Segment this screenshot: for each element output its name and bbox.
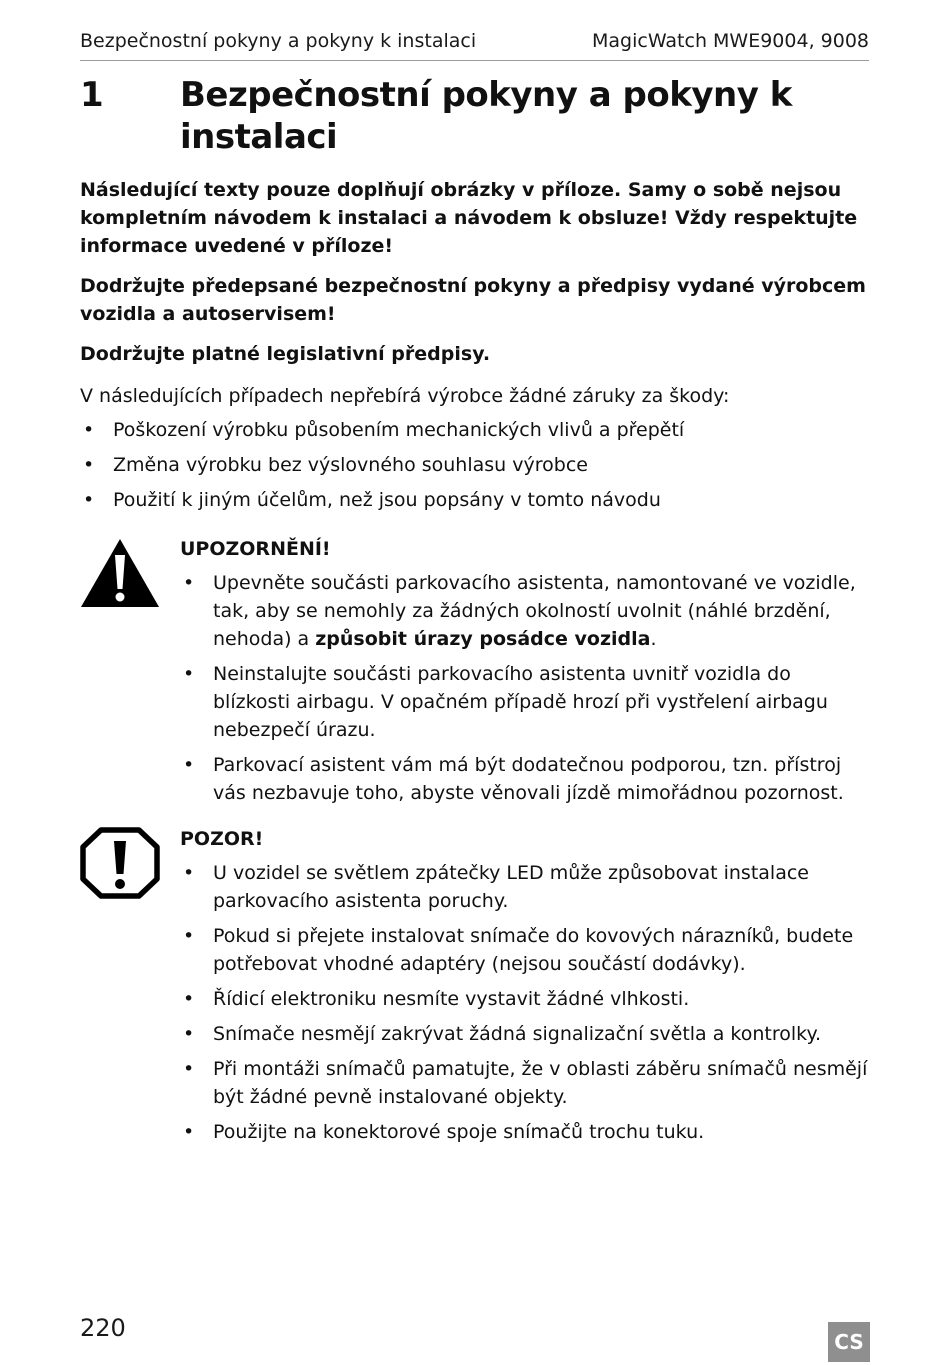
caution-octagon-icon bbox=[80, 827, 160, 899]
bullet: • bbox=[83, 419, 95, 441]
caution-title: POZOR! bbox=[180, 828, 264, 850]
list-item bbox=[80, 416, 869, 444]
bullet: • bbox=[183, 663, 195, 685]
list-item-text: Použijte na konektorové spoje snímačů trochu tuku. bbox=[213, 1121, 705, 1143]
bullet: • bbox=[183, 988, 195, 1010]
list-item-text: Změna výrobku bez výslovného souhlasu výrobce bbox=[113, 454, 588, 476]
bullet: • bbox=[183, 754, 195, 776]
list-item-text-end: . bbox=[650, 628, 657, 650]
header-product-name: MagicWatch MWE9004, 9008 bbox=[592, 30, 869, 52]
list-item-text: Řídicí elektroniku nesmíte vystavit žádné vlhkosti. bbox=[213, 988, 690, 1010]
list-item-text: Neinstalujte součásti parkovacího asistenta uvnitř vozidla do blízkosti airbagu. V opačném případě hrozí při vystřelení airbagu nebezpečí úrazu. bbox=[213, 663, 828, 741]
language-badge: CS bbox=[828, 1322, 870, 1362]
warning-list bbox=[180, 569, 869, 807]
bullet: • bbox=[183, 1058, 195, 1080]
list-item-text: Parkovací asistent vám má být dodatečnou podporou, tzn. přístroj vás nezbavuje toho, abyste věnovali jízdě mimořádnou pozornost. bbox=[213, 754, 844, 804]
page-number: 220 bbox=[80, 1314, 126, 1342]
list-item bbox=[80, 451, 869, 479]
list-item-text: Upevněte součásti parkovacího asistenta, namontované ve vozidle, tak, aby se nemohly za žádných okolností uvolnit (náhlé brzdění, nehoda) a bbox=[213, 572, 856, 650]
warning-title: UPOZORNĚNÍ! bbox=[180, 538, 331, 560]
list-item-text: U vozidel se světlem zpátečky LED může způsobovat instalace parkovacího asistenta poruchy. bbox=[213, 862, 809, 912]
bullet: • bbox=[83, 454, 95, 476]
bullet: • bbox=[183, 925, 195, 947]
list-item-text: Snímače nesmějí zakrývat žádná signalizační světla a kontrolky. bbox=[213, 1023, 822, 1045]
safety-regulations-note: Dodržujte předepsané bezpečnostní pokyny a předpisy vydané výrobcem vozidla a autoservisem! bbox=[80, 275, 866, 325]
chapter-title: Bezpečnostní pokyny a pokyny k instalaci bbox=[180, 75, 792, 157]
list-item bbox=[180, 1118, 869, 1146]
warning-block bbox=[80, 535, 869, 807]
list-item bbox=[180, 859, 869, 915]
bullet: • bbox=[183, 572, 195, 594]
header-section-title: Bezpečnostní pokyny a pokyny k instalaci bbox=[80, 30, 477, 52]
list-item bbox=[180, 1020, 869, 1048]
list-item-text: Poškození výrobku působením mechanických vlivů a přepětí bbox=[113, 419, 685, 441]
chapter-number: 1 bbox=[80, 75, 104, 115]
list-item-text: Pokud si přejete instalovat snímače do kovových nárazníků, budete potřebovat vhodné adaptéry (nejsou součástí dodávky). bbox=[213, 925, 854, 975]
running-header bbox=[80, 30, 869, 61]
main-content bbox=[80, 176, 869, 1153]
list-item bbox=[180, 1055, 869, 1111]
list-item bbox=[180, 660, 869, 744]
emphasis-text: způsobit úrazy posádce vozidla bbox=[315, 628, 651, 650]
legislation-note: Dodržujte platné legislativní předpisy. bbox=[80, 343, 491, 365]
list-item-text: Použití k jiným účelům, než jsou popsány v tomto návodu bbox=[113, 489, 661, 511]
list-item bbox=[180, 922, 869, 978]
list-item bbox=[180, 985, 869, 1013]
list-item-text: Při montáži snímačů pamatujte, že v oblasti záběru snímačů nesmějí být žádné pevně instalované objekty. bbox=[213, 1058, 868, 1108]
list-item bbox=[180, 751, 869, 807]
warning-triangle-icon bbox=[80, 537, 160, 609]
bullet: • bbox=[183, 862, 195, 884]
warranty-intro: V následujících případech nepřebírá výrobce žádné záruky za škody: bbox=[80, 385, 730, 407]
list-item bbox=[180, 569, 869, 653]
list-item bbox=[80, 486, 869, 514]
bullet: • bbox=[83, 489, 95, 511]
caution-block bbox=[80, 825, 869, 1146]
intro-note: Následující texty pouze doplňují obrázky v příloze. Samy o sobě nejsou kompletním návodem k instalaci a návodem k obsluze! Vždy respektujte informace uvedené v příloze! bbox=[80, 179, 858, 257]
bullet: • bbox=[183, 1121, 195, 1143]
caution-list bbox=[180, 859, 869, 1146]
bullet: • bbox=[183, 1023, 195, 1045]
warranty-list bbox=[80, 416, 869, 514]
